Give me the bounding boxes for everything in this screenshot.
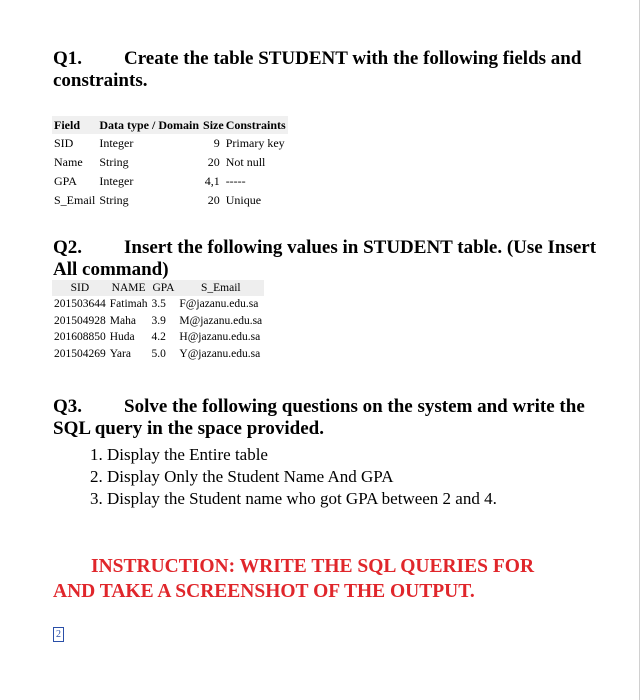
values-header-gpa: GPA	[149, 280, 177, 296]
table-cell: Huda	[109, 331, 135, 344]
table-cell: String	[99, 193, 129, 207]
table-cell: 20	[207, 193, 220, 207]
table-cell: Not null	[225, 155, 266, 169]
table-cell: 201608850	[54, 331, 106, 344]
table-cell: Maha	[109, 314, 136, 327]
table-cell: String	[99, 155, 129, 169]
fields-table	[52, 116, 288, 210]
fields-header-field: Field	[52, 116, 97, 134]
list-item: 3. Display the Student name who got GPA between 2 and 4.	[90, 489, 497, 508]
table-cell: 201504928	[54, 314, 106, 327]
values-header-name: NAME	[108, 280, 150, 296]
fields-table-header-row	[52, 116, 288, 134]
values-header-sid: SID	[52, 280, 108, 296]
table-cell: S_Email	[54, 193, 96, 207]
question-2-text: Insert the following values in STUDENT table. (Use Insert All command)	[53, 237, 597, 280]
table-cell: Fatimah	[109, 298, 148, 311]
question-3-heading	[53, 396, 613, 440]
values-table	[52, 280, 264, 362]
table-cell: Primary key	[225, 136, 285, 150]
table-cell: Y@jazanu.edu.sa	[179, 347, 261, 360]
table-cell: -----	[225, 174, 246, 188]
page-number-box[interactable]: 2	[53, 627, 64, 642]
table-cell: F@jazanu.edu.sa	[179, 298, 259, 311]
instruction-line-1: INSTRUCTION: WRITE THE SQL QUERIES FOR	[91, 556, 535, 577]
table-cell: 9	[213, 136, 220, 150]
table-row	[52, 329, 264, 346]
table-cell: M@jazanu.edu.sa	[179, 314, 263, 327]
table-cell: 3.9	[151, 314, 166, 327]
list-item: 1. Display the Entire table	[90, 445, 268, 464]
table-row	[52, 313, 264, 330]
table-cell: H@jazanu.edu.sa	[179, 331, 261, 344]
table-cell: Yara	[109, 347, 131, 360]
list-item: 2. Display Only the Student Name And GPA	[90, 467, 394, 486]
table-cell: GPA	[54, 174, 77, 188]
table-row	[52, 134, 288, 153]
instruction-line-2: AND TAKE A SCREENSHOT OF THE OUTPUT.	[53, 581, 475, 602]
table-row	[52, 191, 288, 210]
table-cell: Integer	[99, 136, 134, 150]
values-header-email: S_Email	[177, 280, 264, 296]
table-row	[52, 296, 264, 313]
table-cell: 4.2	[151, 331, 166, 344]
values-table-header-row	[52, 280, 264, 296]
task-list	[90, 444, 497, 510]
fields-header-size: Size	[201, 116, 224, 134]
table-cell: Unique	[225, 193, 262, 207]
table-cell: 5.0	[151, 347, 166, 360]
table-cell: 20	[207, 155, 220, 169]
table-cell: Integer	[99, 174, 134, 188]
question-1-number: Q1.	[53, 48, 83, 69]
question-1-heading	[53, 48, 598, 92]
fields-header-datatype: Data type / Domain	[97, 116, 201, 134]
question-2-heading	[53, 237, 598, 281]
question-1-text: Create the table STUDENT with the following fields and constraints.	[53, 48, 582, 91]
question-2-number: Q2.	[53, 237, 83, 258]
table-row	[52, 172, 288, 191]
table-cell: 3.5	[151, 298, 166, 311]
instruction-text	[53, 554, 613, 604]
question-3-number: Q3.	[53, 396, 83, 417]
table-cell: 4,1	[204, 174, 220, 188]
table-cell: Name	[54, 155, 83, 169]
table-row	[52, 346, 264, 363]
table-cell: SID	[54, 136, 74, 150]
question-3-text: Solve the following questions on the system and write the SQL query in the space provided.	[53, 396, 585, 439]
table-cell: 201504269	[54, 347, 106, 360]
table-row	[52, 153, 288, 172]
table-cell: 201503644	[54, 298, 106, 311]
fields-header-constraints: Constraints	[224, 116, 288, 134]
